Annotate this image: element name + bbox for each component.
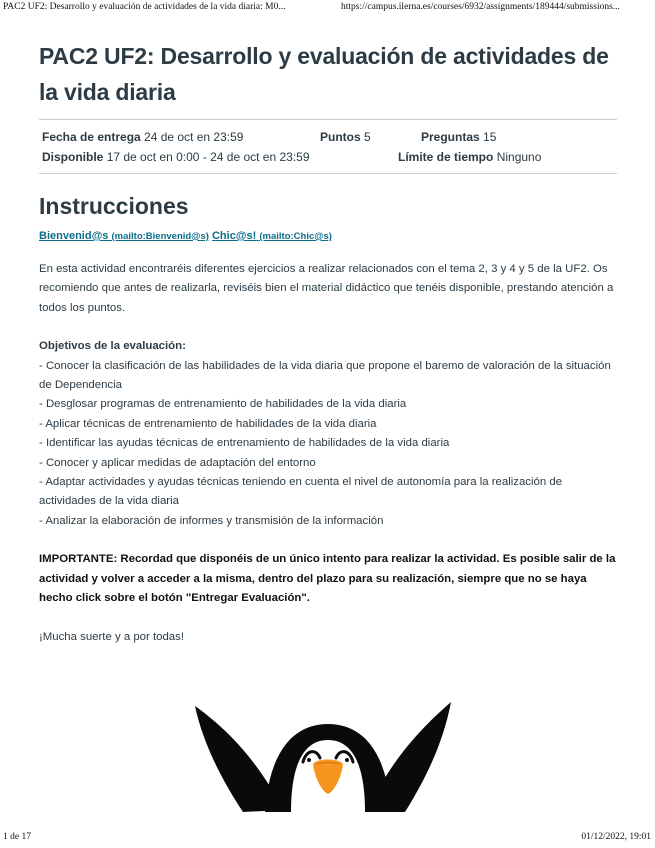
print-header-url: https://campus.ilerna.es/courses/6932/assignments/189444/submissions... (341, 2, 620, 12)
mailto-link-chicos[interactable] (212, 230, 332, 242)
link-text: Chic@s! (211, 230, 257, 242)
available-label: Disponible (42, 150, 104, 164)
print-header-title: PAC2 UF2: Desarrollo y evaluación de actividades de la vida diaria: M0... (3, 2, 286, 12)
intro-paragraph: En esta actividad encontraréis diferentes ejercicios a realizar relacionados con el tema 2, 3 y 4 y 5 de la UF2. Os recomiendo que antes de realizarla, reviséis bien el material didáctico que tenéis disponible, prestando atención a todos los puntos. (39, 263, 614, 314)
objective-item: - Identificar las ayudas técnicas de entrenamiento de habilidades de la vida diaria (39, 437, 450, 450)
print-footer (0, 830, 655, 848)
assignment-details (39, 119, 617, 174)
due-date (42, 127, 243, 147)
mailto-link-bienvenidos[interactable] (39, 230, 209, 242)
page-title: PAC2 UF2: Desarrollo y evaluación de actividades de la vida diaria (39, 43, 609, 105)
points (320, 127, 371, 147)
points-label: Puntos (320, 130, 361, 144)
time-limit-label: Límite de tiempo (398, 150, 494, 164)
link-mailto: (mailto:Bienvenid@s) (111, 231, 209, 242)
objective-item: - Aplicar técnicas de entrenamiento de habilidades de la vida diaria (39, 417, 377, 430)
print-header (0, 0, 655, 16)
objectives-list (39, 357, 617, 532)
details-row-1 (42, 127, 615, 147)
available-value: 17 de oct en 0:00 - 24 de oct en 23:59 (106, 150, 310, 164)
print-datetime: 01/12/2022, 19:01 (581, 832, 651, 842)
details-row-2 (42, 147, 615, 167)
due-date-label: Fecha de entrega (42, 130, 141, 144)
page-counter: 1 de 17 (3, 832, 31, 842)
penguin-mascot-image (193, 700, 463, 812)
questions-value: 15 (483, 130, 497, 144)
objective-item: - Analizar la elaboración de informes y transmisión de la información (39, 514, 384, 527)
objective-item: - Conocer y aplicar medidas de adaptación del entorno (39, 456, 316, 469)
link-mailto: (mailto:Chic@s) (259, 231, 332, 242)
farewell-text: ¡Mucha suerte y a por todas! (39, 630, 184, 643)
instructions-heading: Instrucciones (39, 193, 189, 219)
important-notice: IMPORTANTE: Recordad que disponéis de un único intento para realizar la actividad. Es posible salir de la actividad y volver a acceder a la misma, dentro del plazo para su realización, siempre que no se haya hecho click sobre el botón "Entregar Evaluación". (39, 553, 616, 605)
greeting-links (39, 228, 617, 245)
questions-label: Preguntas (421, 130, 480, 144)
assignment-content (39, 38, 617, 647)
objective-item: - Conocer la clasificación de las habilidades de la vida diaria que propone el baremo de valoración de la situación de Dependencia (39, 359, 611, 392)
available-dates (42, 147, 310, 167)
questions (421, 127, 496, 147)
points-value: 5 (364, 130, 371, 144)
due-date-value: 24 de oct en 23:59 (144, 130, 244, 144)
objective-item: - Adaptar actividades y ayudas técnicas teniendo en cuenta el nivel de autonomía para la realización de actividades de la vida diaria (39, 476, 563, 508)
time-limit-value: Ninguno (496, 150, 542, 164)
objective-item: - Desglosar programas de entrenamiento de habilidades de la vida diaria (39, 398, 407, 411)
objectives-title: Objetivos de la evaluación: (39, 340, 186, 353)
time-limit (398, 147, 541, 167)
link-text: Bienvenid@s (39, 230, 109, 242)
